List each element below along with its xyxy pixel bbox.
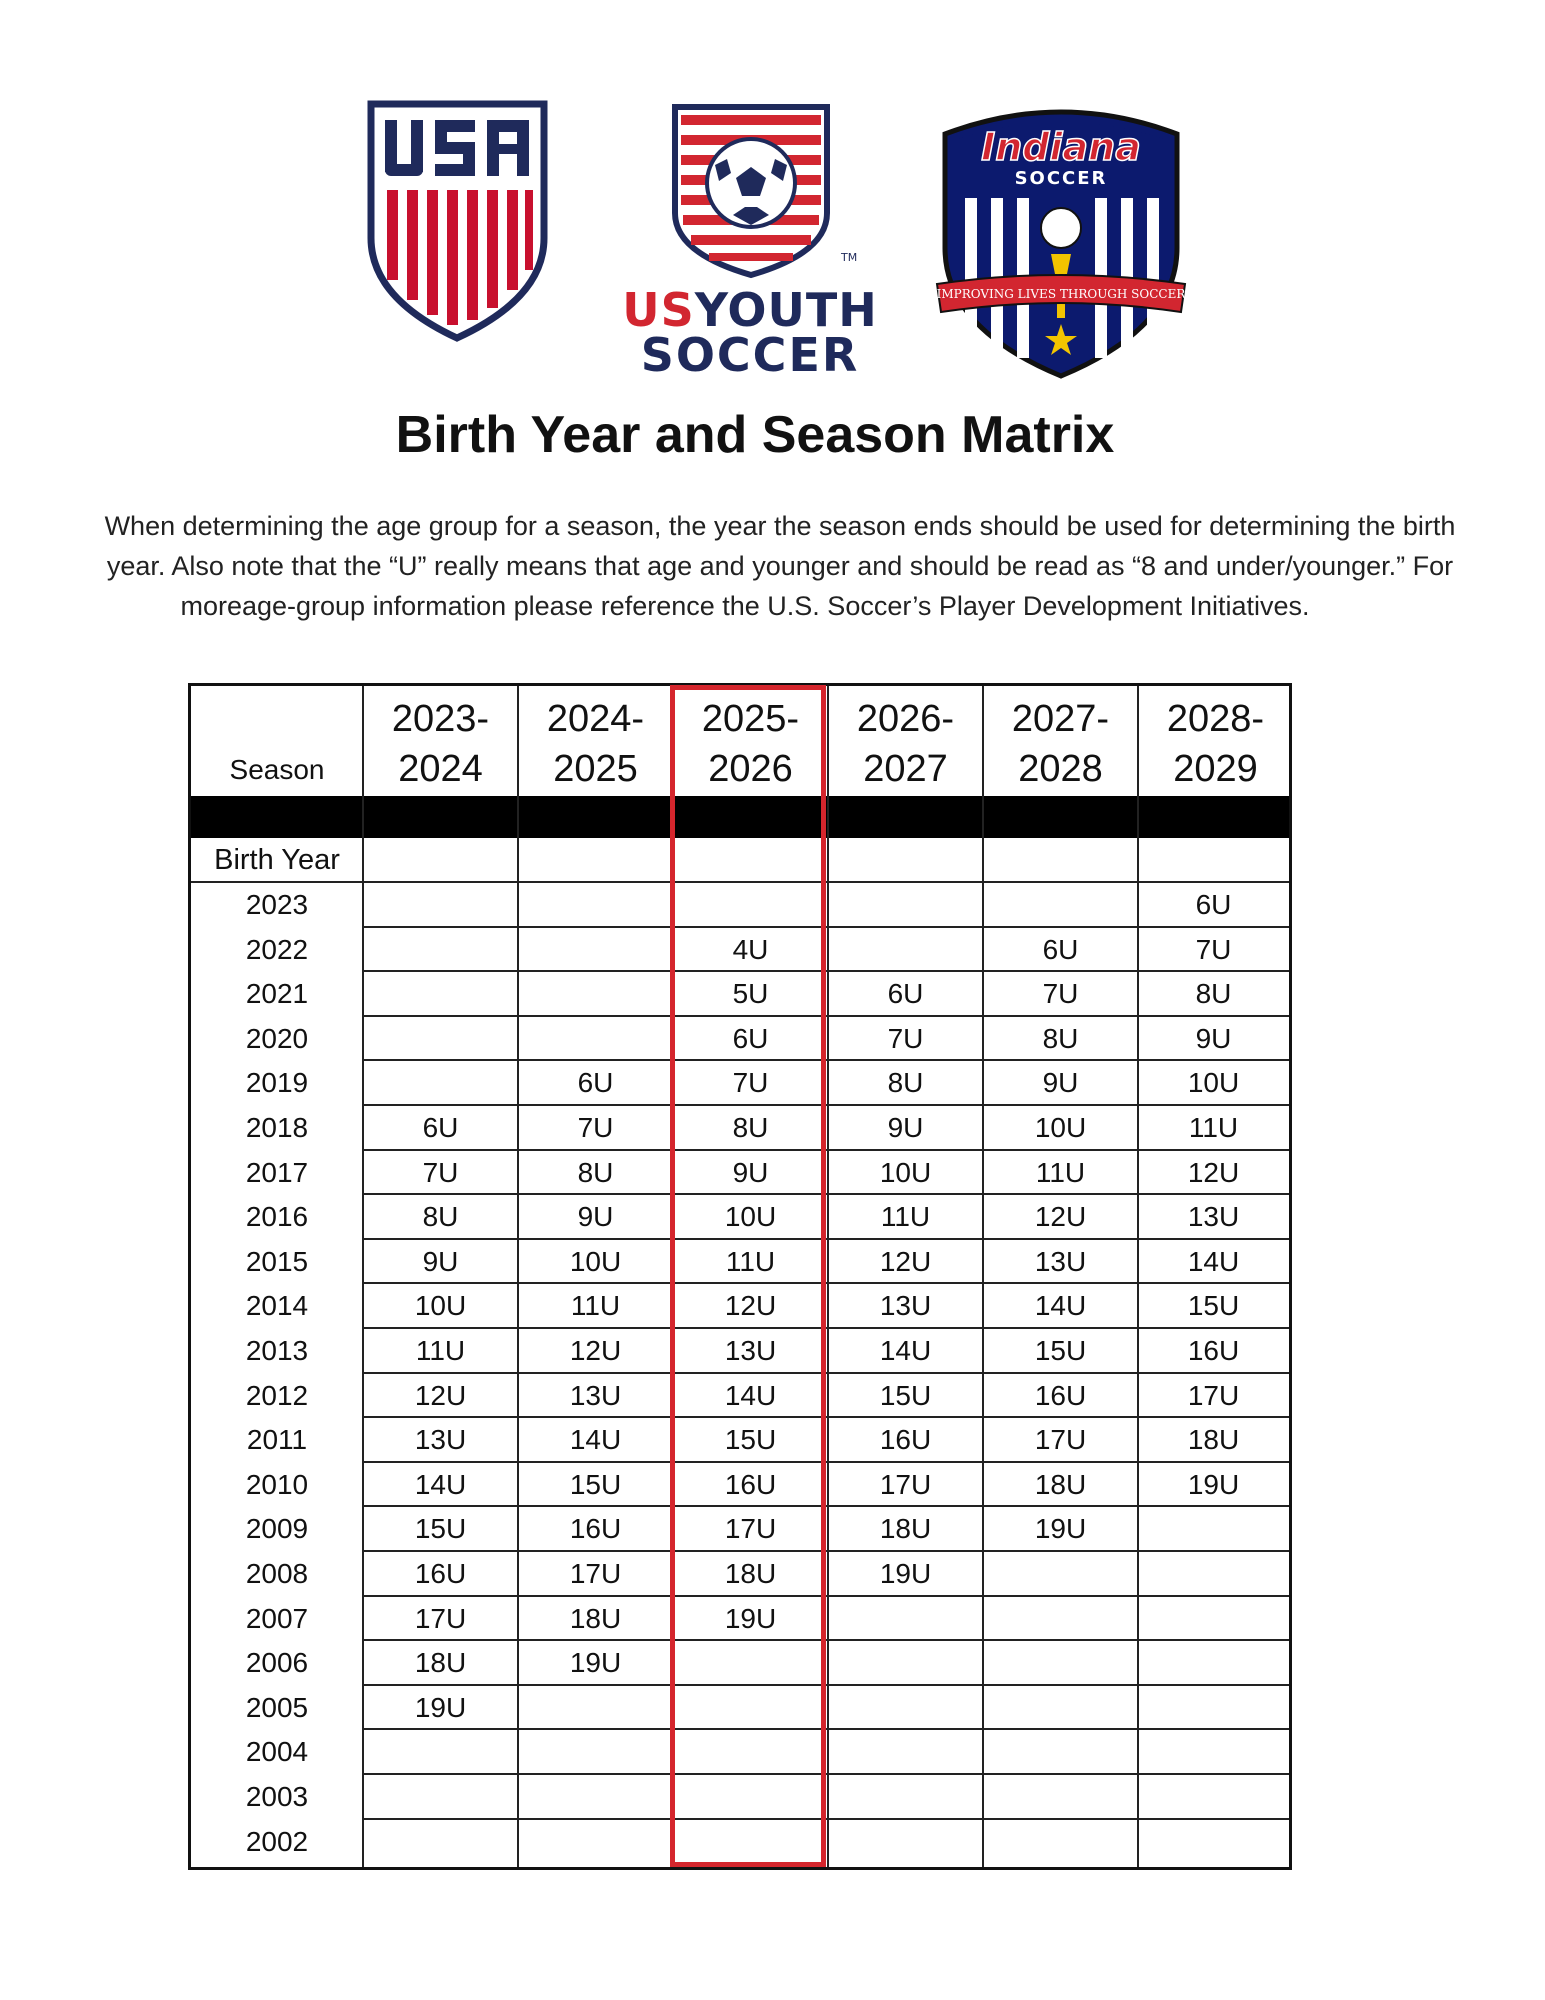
table-row xyxy=(191,1640,1289,1685)
age-group-cell xyxy=(983,1685,1138,1730)
birth-year-cell: 2010 xyxy=(245,1468,309,1500)
age-group-cell xyxy=(363,1729,518,1774)
table-row xyxy=(191,1150,1289,1195)
season-end: 2029 xyxy=(1173,748,1258,790)
age-group-cell xyxy=(363,1016,518,1061)
age-group-cell: 5U xyxy=(732,978,769,1010)
table-row xyxy=(191,1328,1289,1373)
age-group-cell: 12U xyxy=(724,1290,777,1322)
age-group-cell: 15U xyxy=(879,1379,932,1411)
age-group-cell: 8U xyxy=(732,1112,769,1143)
age-group-cell: 18U xyxy=(414,1647,467,1679)
header-divider-bar xyxy=(191,796,1289,838)
soccer-wordmark: SOCCER xyxy=(640,328,860,382)
table-row xyxy=(191,1016,1289,1061)
season-header xyxy=(1138,686,1293,796)
table-row xyxy=(191,1194,1289,1239)
age-group-cell: 11U xyxy=(570,1290,621,1322)
row-divider xyxy=(363,1372,1289,1374)
age-group-cell xyxy=(983,1596,1138,1641)
age-group-cell: 14U xyxy=(569,1424,622,1456)
season-start: 2027- xyxy=(1011,698,1110,740)
birth-year-cell: 2005 xyxy=(245,1691,309,1723)
table-row xyxy=(191,1819,1289,1864)
age-group-cell xyxy=(828,1640,983,1685)
age-group-cell xyxy=(518,1774,673,1819)
row-divider xyxy=(363,1104,1289,1106)
birth-year-cell: 2012 xyxy=(245,1379,309,1411)
birth-year-cell: 2013 xyxy=(245,1335,309,1366)
age-group-cell xyxy=(1138,1551,1289,1596)
age-group-cell: 12U xyxy=(569,1335,622,1366)
table-row xyxy=(191,1239,1289,1284)
age-group-cell: 9U xyxy=(732,1156,769,1188)
column-divider xyxy=(672,686,674,1867)
age-group-cell: 14U xyxy=(414,1468,467,1500)
birth-year-label: Birth Year xyxy=(214,844,340,876)
age-group-cell: 15U xyxy=(1034,1335,1087,1366)
us-soccer-logo xyxy=(365,98,550,343)
row-divider xyxy=(191,881,1289,883)
age-group-cell xyxy=(363,882,518,927)
age-group-cell: 15U xyxy=(1187,1290,1240,1322)
season-end: 2026 xyxy=(708,748,793,790)
age-group-cell: 13U xyxy=(1187,1201,1240,1233)
age-group-cell: 18U xyxy=(879,1513,932,1545)
age-group-cell xyxy=(1138,1685,1289,1730)
season-start: 2026- xyxy=(856,698,955,740)
age-group-cell xyxy=(828,1774,983,1819)
age-group-cell: 7U xyxy=(887,1022,924,1054)
age-group-cell xyxy=(1138,1729,1289,1774)
age-group-cell xyxy=(363,971,518,1016)
age-group-cell xyxy=(1138,1506,1289,1551)
age-group-cell xyxy=(518,1685,673,1730)
age-group-cell xyxy=(828,927,983,972)
season-start: 2024- xyxy=(546,698,645,740)
us-youth-soccer-logo xyxy=(605,103,895,383)
season-end: 2028 xyxy=(1018,748,1103,790)
svg-text:TM: TM xyxy=(841,251,858,264)
age-group-cell: 6U xyxy=(887,978,924,1010)
age-group-cell: 13U xyxy=(414,1424,467,1456)
birth-year-season-table xyxy=(188,683,1292,1870)
birth-year-cell: 2011 xyxy=(246,1424,308,1456)
birth-year-cell: 2002 xyxy=(245,1825,309,1857)
svg-text:SOCCER: SOCCER xyxy=(1014,168,1108,189)
age-group-cell: 10U xyxy=(414,1290,467,1322)
age-group-cell: 11U xyxy=(1035,1156,1086,1188)
age-group-cell: 18U xyxy=(569,1602,622,1634)
column-divider xyxy=(517,686,519,1867)
row-divider xyxy=(363,1149,1289,1151)
age-group-cell xyxy=(1138,1596,1289,1641)
age-group-cell: 7U xyxy=(577,1112,614,1143)
row-divider xyxy=(363,1282,1289,1284)
age-group-cell: 10U xyxy=(1187,1067,1240,1099)
age-group-cell: 4U xyxy=(732,933,769,965)
age-group-cell: 6U xyxy=(577,1067,614,1099)
row-divider xyxy=(363,1238,1289,1240)
age-group-cell xyxy=(363,1774,518,1819)
age-group-cell xyxy=(518,882,673,927)
row-divider xyxy=(363,1773,1289,1775)
column-divider xyxy=(982,686,984,1867)
age-group-cell: 12U xyxy=(414,1379,467,1411)
age-group-cell: 11U xyxy=(725,1245,776,1277)
row-divider xyxy=(363,1550,1289,1552)
season-header xyxy=(983,686,1138,796)
row-divider xyxy=(363,1684,1289,1686)
age-group-cell xyxy=(983,1551,1138,1596)
intro-line: When determining the age group for a season, the year the season ends should be used for determining the birth xyxy=(104,511,1456,541)
age-group-cell xyxy=(518,1016,673,1061)
age-group-cell: 19U xyxy=(1187,1468,1240,1500)
age-group-cell: 8U xyxy=(887,1067,924,1099)
age-group-cell: 19U xyxy=(879,1558,932,1589)
age-group-cell: 14U xyxy=(724,1379,777,1411)
page-title: Birth Year and Season Matrix xyxy=(395,406,1115,464)
age-group-cell: 13U xyxy=(724,1335,777,1366)
age-group-cell: 15U xyxy=(724,1424,777,1456)
age-group-cell: 19U xyxy=(569,1647,622,1679)
table-row xyxy=(191,1774,1289,1819)
age-group-cell: 18U xyxy=(724,1558,777,1589)
age-group-cell: 19U xyxy=(1034,1513,1087,1545)
intro-line: year. Also note that the “U” really means that age and younger and should be read as “8 and under/younger.” For xyxy=(106,551,1454,581)
age-group-cell: 19U xyxy=(724,1602,777,1634)
row-divider xyxy=(363,970,1289,972)
age-group-cell xyxy=(673,1774,828,1819)
soccer-ball-icon xyxy=(1041,208,1081,248)
age-group-cell xyxy=(363,1819,518,1864)
table-row xyxy=(191,1462,1289,1507)
age-group-cell xyxy=(673,1640,828,1685)
row-divider xyxy=(363,1728,1289,1730)
age-group-cell: 15U xyxy=(569,1468,622,1500)
table-row xyxy=(191,971,1289,1016)
table-row xyxy=(191,1105,1289,1150)
table-row xyxy=(191,1685,1289,1730)
row-divider xyxy=(363,1818,1289,1820)
birth-year-cell: 2023 xyxy=(245,889,309,920)
age-group-cell: 7U xyxy=(1195,933,1232,965)
table-row xyxy=(191,927,1289,972)
age-group-cell xyxy=(518,1729,673,1774)
age-group-cell: 11U xyxy=(415,1335,466,1366)
season-end: 2024 xyxy=(398,748,483,790)
age-group-cell xyxy=(983,1774,1138,1819)
indiana-wordmark: Indiana xyxy=(981,125,1141,169)
birth-year-cell: 2015 xyxy=(245,1245,309,1277)
column-divider xyxy=(362,686,364,1867)
age-group-cell: 15U xyxy=(414,1513,467,1545)
intro-line: moreage-group information please reference the U.S. Soccer’s Player Development Initiatives. xyxy=(180,591,1310,621)
us-youth-wordmark: USYOUTH xyxy=(622,283,878,337)
age-group-cell: 13U xyxy=(1034,1245,1087,1277)
table-row xyxy=(191,1506,1289,1551)
age-group-cell: 14U xyxy=(1034,1290,1087,1322)
age-group-cell xyxy=(673,1819,828,1864)
age-group-cell xyxy=(518,1819,673,1864)
age-group-cell xyxy=(983,1729,1138,1774)
age-group-cell xyxy=(363,1060,518,1105)
age-group-cell: 12U xyxy=(1187,1156,1240,1188)
age-group-cell: 9U xyxy=(1042,1067,1079,1099)
age-group-cell: 10U xyxy=(1034,1112,1087,1143)
row-divider xyxy=(363,1015,1289,1017)
row-divider xyxy=(363,1416,1289,1418)
table-row xyxy=(191,882,1289,927)
age-group-cell xyxy=(1138,1640,1289,1685)
birth-year-cell: 2016 xyxy=(245,1201,309,1233)
birth-year-cell: 2022 xyxy=(245,933,309,965)
age-group-cell: 14U xyxy=(1187,1245,1240,1277)
row-divider xyxy=(363,1059,1289,1061)
intro-paragraph xyxy=(40,506,1520,626)
row-divider xyxy=(363,926,1289,928)
season-header xyxy=(673,686,828,796)
age-group-cell: 19U xyxy=(414,1691,467,1723)
age-group-cell xyxy=(673,1685,828,1730)
age-group-cell: 6U xyxy=(422,1112,459,1143)
age-group-cell: 18U xyxy=(1034,1468,1087,1500)
table-row xyxy=(191,1729,1289,1774)
birth-year-cell: 2004 xyxy=(245,1736,309,1768)
season-start: 2028- xyxy=(1166,698,1265,740)
age-group-cell xyxy=(1138,1774,1289,1819)
age-group-cell: 8U xyxy=(577,1156,614,1188)
birth-year-cell: 2014 xyxy=(245,1290,309,1322)
season-header xyxy=(363,686,518,796)
row-divider xyxy=(363,1505,1289,1507)
birth-year-cell: 2019 xyxy=(245,1067,309,1099)
age-group-cell: 9U xyxy=(887,1112,924,1143)
age-group-cell: 6U xyxy=(732,1022,769,1054)
age-group-cell: 16U xyxy=(724,1468,777,1500)
birth-year-cell: 2020 xyxy=(245,1022,309,1054)
age-group-cell xyxy=(828,1729,983,1774)
age-group-cell xyxy=(828,1596,983,1641)
season-start: 2025- xyxy=(701,698,800,740)
birth-year-cell: 2007 xyxy=(245,1602,309,1634)
age-group-cell: 9U xyxy=(577,1201,614,1233)
season-label: Season xyxy=(229,754,325,785)
birth-year-cell: 2006 xyxy=(245,1647,309,1679)
age-group-cell xyxy=(518,927,673,972)
row-divider xyxy=(363,1461,1289,1463)
row-divider xyxy=(363,1327,1289,1329)
age-group-cell: 8U xyxy=(1195,978,1232,1010)
age-group-cell xyxy=(518,971,673,1016)
age-group-cell xyxy=(673,1729,828,1774)
age-group-cell: 17U xyxy=(724,1513,777,1545)
age-group-cell xyxy=(828,1685,983,1730)
age-group-cell: 14U xyxy=(879,1335,932,1366)
age-group-cell: 7U xyxy=(732,1067,769,1099)
age-group-cell xyxy=(983,1640,1138,1685)
age-group-cell: 16U xyxy=(1034,1379,1087,1411)
season-end: 2025 xyxy=(553,748,638,790)
age-group-cell: 16U xyxy=(879,1424,932,1456)
season-start: 2023- xyxy=(391,698,490,740)
age-group-cell: 8U xyxy=(422,1201,459,1233)
age-group-cell: 16U xyxy=(569,1513,622,1545)
birth-year-cell: 2018 xyxy=(245,1112,309,1143)
age-group-cell: 6U xyxy=(1195,889,1232,920)
column-divider xyxy=(827,686,829,1867)
season-header xyxy=(828,686,983,796)
age-group-cell xyxy=(828,882,983,927)
birth-year-cell: 2003 xyxy=(245,1781,309,1812)
age-group-cell: 7U xyxy=(1042,978,1079,1010)
column-divider xyxy=(1137,686,1139,1867)
age-group-cell: 10U xyxy=(879,1156,932,1188)
indiana-soccer-logo xyxy=(935,98,1187,380)
age-group-cell xyxy=(673,882,828,927)
birth-year-cell: 2017 xyxy=(245,1156,309,1188)
age-group-cell: 8U xyxy=(1042,1022,1079,1054)
age-group-cell: 10U xyxy=(569,1245,622,1277)
age-group-cell: 17U xyxy=(414,1602,467,1634)
row-divider xyxy=(363,1639,1289,1641)
age-group-cell xyxy=(363,927,518,972)
age-group-cell: 16U xyxy=(1187,1335,1240,1366)
table-row xyxy=(191,1060,1289,1105)
svg-text:IMPROVING LIVES THROUGH SOCCER: IMPROVING LIVES THROUGH SOCCER xyxy=(936,287,1186,301)
age-group-cell: 18U xyxy=(1187,1424,1240,1456)
age-group-cell: 6U xyxy=(1042,933,1079,965)
age-group-cell: 11U xyxy=(880,1201,931,1233)
birth-year-cell: 2021 xyxy=(245,978,309,1010)
age-group-cell: 17U xyxy=(1187,1379,1240,1411)
table-row xyxy=(191,1283,1289,1328)
season-end: 2027 xyxy=(863,748,948,790)
age-group-cell: 13U xyxy=(569,1379,622,1411)
season-header xyxy=(518,686,673,796)
age-group-cell: 16U xyxy=(414,1558,467,1589)
birth-year-cell: 2008 xyxy=(245,1558,309,1589)
age-group-cell: 12U xyxy=(1034,1201,1087,1233)
svg-text:TM: TM xyxy=(1143,331,1157,341)
age-group-cell: 17U xyxy=(569,1558,622,1589)
table-row xyxy=(191,1417,1289,1462)
age-group-cell: 9U xyxy=(422,1245,459,1277)
age-group-cell: 17U xyxy=(1034,1424,1087,1456)
row-divider xyxy=(363,1193,1289,1195)
age-group-cell: 10U xyxy=(724,1201,777,1233)
age-group-cell xyxy=(983,882,1138,927)
age-group-cell: 9U xyxy=(1195,1022,1232,1054)
age-group-cell: 12U xyxy=(879,1245,932,1277)
age-group-cell xyxy=(1138,1819,1289,1864)
table-row xyxy=(191,1596,1289,1641)
table-row xyxy=(191,1551,1289,1596)
table-row xyxy=(191,1373,1289,1418)
birth-year-cell: 2009 xyxy=(245,1513,309,1545)
age-group-cell: 7U xyxy=(422,1156,459,1188)
age-group-cell xyxy=(828,1819,983,1864)
age-group-cell: 17U xyxy=(879,1468,932,1500)
age-group-cell: 13U xyxy=(879,1290,932,1322)
age-group-cell: 11U xyxy=(1188,1112,1239,1143)
age-group-cell xyxy=(983,1819,1138,1864)
row-divider xyxy=(363,1595,1289,1597)
